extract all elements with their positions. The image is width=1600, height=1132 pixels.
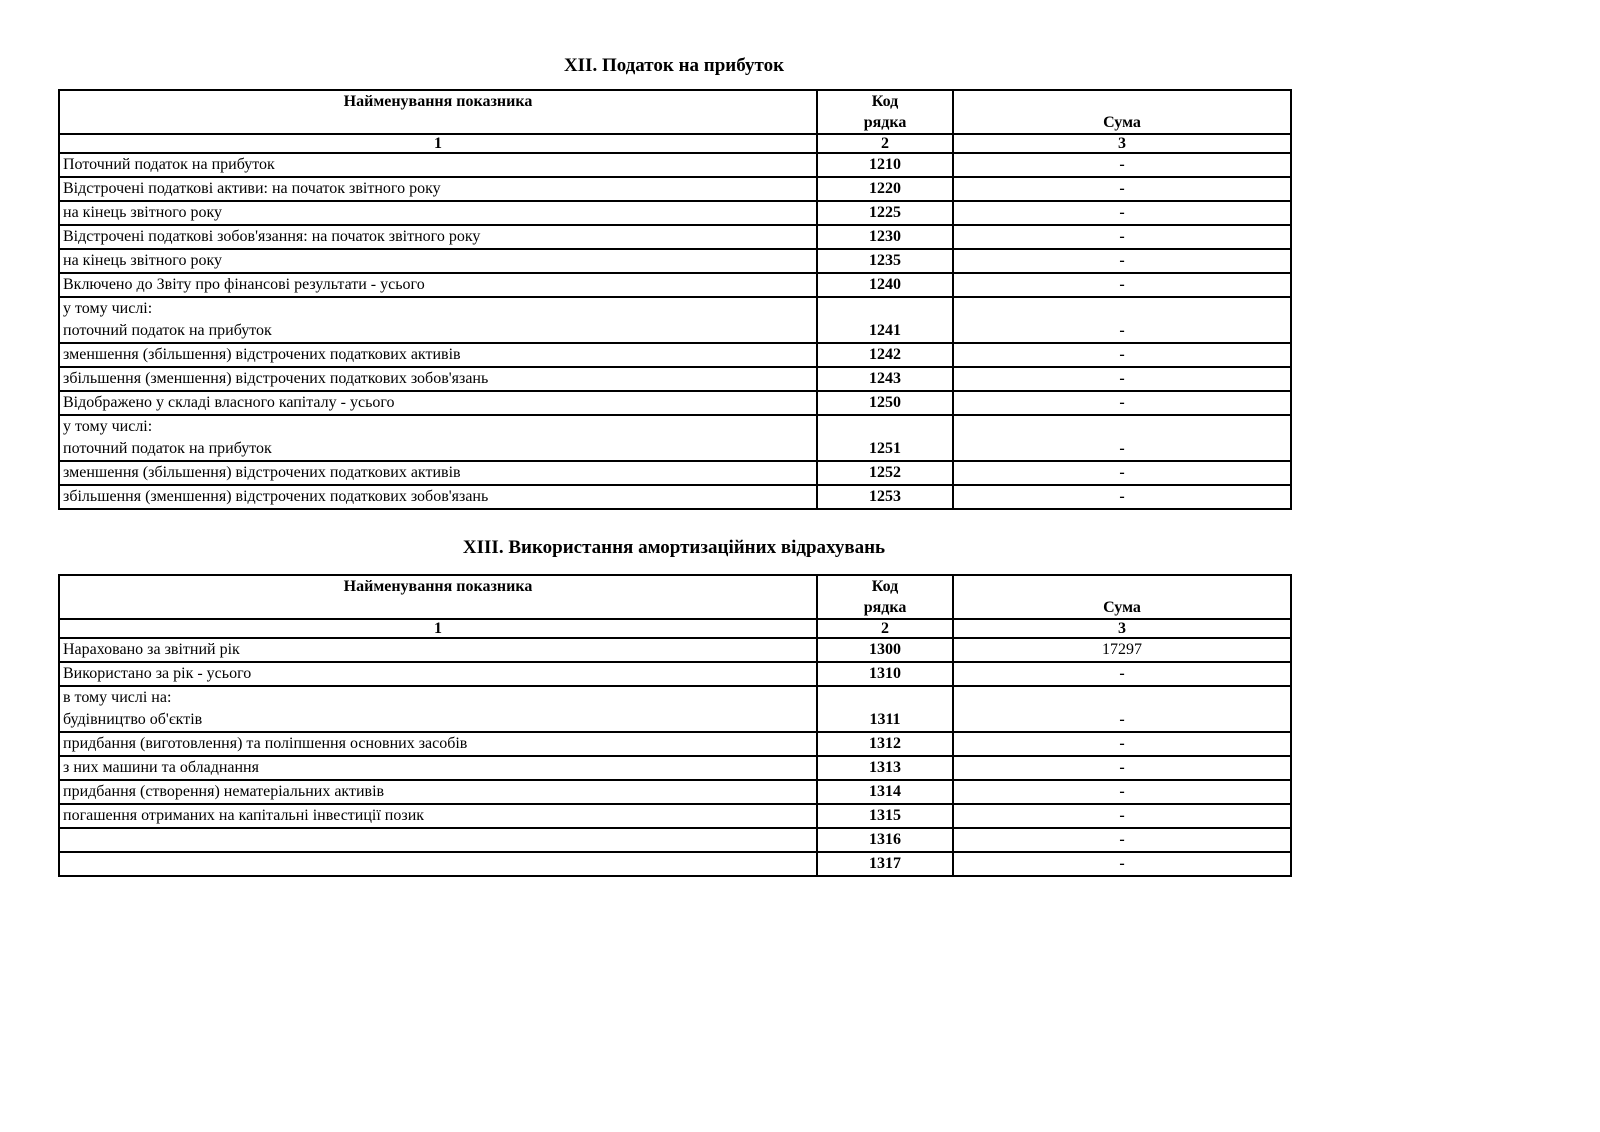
row-code: 1313 bbox=[817, 756, 953, 780]
table-row bbox=[59, 780, 1291, 804]
row-sum: 17297 bbox=[953, 638, 1291, 662]
row-sum: - bbox=[953, 201, 1291, 225]
header-row bbox=[59, 90, 1291, 134]
row-indicator-name bbox=[59, 297, 817, 343]
row-indicator-name: Відображено у складі власного капіталу - усього bbox=[59, 391, 817, 415]
row-indicator-name: Відстрочені податкові зобов'язання: на початок звітного року bbox=[59, 225, 817, 249]
column-number-row bbox=[59, 134, 1291, 153]
row-code: 1240 bbox=[817, 273, 953, 297]
column-header-name: Найменування показника bbox=[59, 90, 817, 134]
row-code: 1210 bbox=[817, 153, 953, 177]
row-indicator-name: з них машини та обладнання bbox=[59, 756, 817, 780]
table-row bbox=[59, 153, 1291, 177]
row-name-line2: будівництво об'єктів bbox=[63, 711, 203, 728]
row-code: 1252 bbox=[817, 461, 953, 485]
row-sum: - bbox=[953, 804, 1291, 828]
row-sum: - bbox=[953, 415, 1291, 461]
row-name-line1: у тому числі: bbox=[63, 300, 153, 317]
row-sum: - bbox=[953, 852, 1291, 876]
row-sum: - bbox=[953, 177, 1291, 201]
row-sum: - bbox=[953, 249, 1291, 273]
row-code: 1220 bbox=[817, 177, 953, 201]
row-indicator-name bbox=[59, 828, 817, 852]
row-indicator-name: Поточний податок на прибуток bbox=[59, 153, 817, 177]
row-indicator-name: зменшення (збільшення) відстрочених податкових активів bbox=[59, 461, 817, 485]
row-indicator-name bbox=[59, 852, 817, 876]
row-name-line1: у тому числі: bbox=[63, 418, 153, 435]
row-code: 1310 bbox=[817, 662, 953, 686]
table-row bbox=[59, 852, 1291, 876]
depreciation-table bbox=[58, 574, 1292, 877]
table-row bbox=[59, 415, 1291, 461]
code-header-line2: рядка bbox=[863, 114, 907, 131]
table-row bbox=[59, 804, 1291, 828]
row-code: 1317 bbox=[817, 852, 953, 876]
row-code: 1250 bbox=[817, 391, 953, 415]
row-sum: - bbox=[953, 756, 1291, 780]
row-sum: - bbox=[953, 686, 1291, 732]
row-sum: - bbox=[953, 828, 1291, 852]
column-number-1: 1 bbox=[59, 134, 817, 153]
code-header-line2: рядка bbox=[863, 599, 907, 616]
table-row bbox=[59, 756, 1291, 780]
row-sum: - bbox=[953, 391, 1291, 415]
column-number-2: 2 bbox=[817, 134, 953, 153]
code-header-line1: Код bbox=[871, 93, 899, 110]
row-sum: - bbox=[953, 297, 1291, 343]
row-name-line2: поточний податок на прибуток bbox=[63, 440, 272, 457]
column-number-3: 3 bbox=[953, 134, 1291, 153]
row-sum: - bbox=[953, 367, 1291, 391]
row-name-line1: в тому числі на: bbox=[63, 689, 172, 706]
row-name-line2: поточний податок на прибуток bbox=[63, 322, 272, 339]
row-indicator-name: Відстрочені податкові активи: на початок звітного року bbox=[59, 177, 817, 201]
table-row bbox=[59, 225, 1291, 249]
column-header-code bbox=[817, 575, 953, 619]
column-number-3: 3 bbox=[953, 619, 1291, 638]
table-row bbox=[59, 367, 1291, 391]
table-row bbox=[59, 273, 1291, 297]
row-indicator-name: зменшення (збільшення) відстрочених податкових активів bbox=[59, 343, 817, 367]
row-indicator-name: збільшення (зменшення) відстрочених податкових зобов'язань bbox=[59, 367, 817, 391]
row-indicator-name: Включено до Звіту про фінансові результати - усього bbox=[59, 273, 817, 297]
column-number-row bbox=[59, 619, 1291, 638]
column-header-sum: Сума bbox=[953, 575, 1291, 619]
row-sum: - bbox=[953, 485, 1291, 509]
table-row bbox=[59, 461, 1291, 485]
row-indicator-name: погашення отриманих на капітальні інвестиції позик bbox=[59, 804, 817, 828]
row-code: 1314 bbox=[817, 780, 953, 804]
row-indicator-name: придбання (створення) нематеріальних активів bbox=[59, 780, 817, 804]
section-xiii-title: XIII. Використання амортизаційних відрахувань bbox=[462, 537, 886, 558]
row-code: 1243 bbox=[817, 367, 953, 391]
column-header-sum: Сума bbox=[953, 90, 1291, 134]
table-row bbox=[59, 662, 1291, 686]
row-code: 1311 bbox=[817, 686, 953, 732]
row-indicator-name bbox=[59, 686, 817, 732]
table-row bbox=[59, 177, 1291, 201]
table-row bbox=[59, 249, 1291, 273]
report-document bbox=[58, 0, 1290, 877]
row-sum: - bbox=[953, 343, 1291, 367]
table-row bbox=[59, 732, 1291, 756]
row-code: 1235 bbox=[817, 249, 953, 273]
row-code: 1300 bbox=[817, 638, 953, 662]
table-row bbox=[59, 297, 1291, 343]
row-sum: - bbox=[953, 153, 1291, 177]
table-row bbox=[59, 638, 1291, 662]
row-indicator-name: на кінець звітного року bbox=[59, 249, 817, 273]
table-row bbox=[59, 391, 1291, 415]
row-indicator-name bbox=[59, 415, 817, 461]
row-code: 1251 bbox=[817, 415, 953, 461]
row-indicator-name: Використано за рік - усього bbox=[59, 662, 817, 686]
row-indicator-name: збільшення (зменшення) відстрочених податкових зобов'язань bbox=[59, 485, 817, 509]
row-code: 1241 bbox=[817, 297, 953, 343]
row-sum: - bbox=[953, 732, 1291, 756]
row-code: 1312 bbox=[817, 732, 953, 756]
row-code: 1225 bbox=[817, 201, 953, 225]
table-row bbox=[59, 828, 1291, 852]
section-xii-title: XII. Податок на прибуток bbox=[563, 55, 785, 76]
table-row bbox=[59, 201, 1291, 225]
row-code: 1242 bbox=[817, 343, 953, 367]
table-row bbox=[59, 485, 1291, 509]
row-sum: - bbox=[953, 225, 1291, 249]
row-indicator-name: придбання (виготовлення) та поліпшення основних засобів bbox=[59, 732, 817, 756]
header-row bbox=[59, 575, 1291, 619]
row-sum: - bbox=[953, 461, 1291, 485]
column-number-1: 1 bbox=[59, 619, 817, 638]
table-row bbox=[59, 343, 1291, 367]
row-indicator-name: на кінець звітного року bbox=[59, 201, 817, 225]
row-code: 1316 bbox=[817, 828, 953, 852]
row-sum: - bbox=[953, 273, 1291, 297]
table-row bbox=[59, 686, 1291, 732]
row-sum: - bbox=[953, 662, 1291, 686]
row-code: 1253 bbox=[817, 485, 953, 509]
row-code: 1230 bbox=[817, 225, 953, 249]
row-indicator-name: Нараховано за звітний рік bbox=[59, 638, 817, 662]
column-number-2: 2 bbox=[817, 619, 953, 638]
income-tax-table bbox=[58, 89, 1292, 510]
row-code: 1315 bbox=[817, 804, 953, 828]
column-header-name: Найменування показника bbox=[59, 575, 817, 619]
row-sum: - bbox=[953, 780, 1291, 804]
column-header-code bbox=[817, 90, 953, 134]
code-header-line1: Код bbox=[871, 578, 899, 595]
